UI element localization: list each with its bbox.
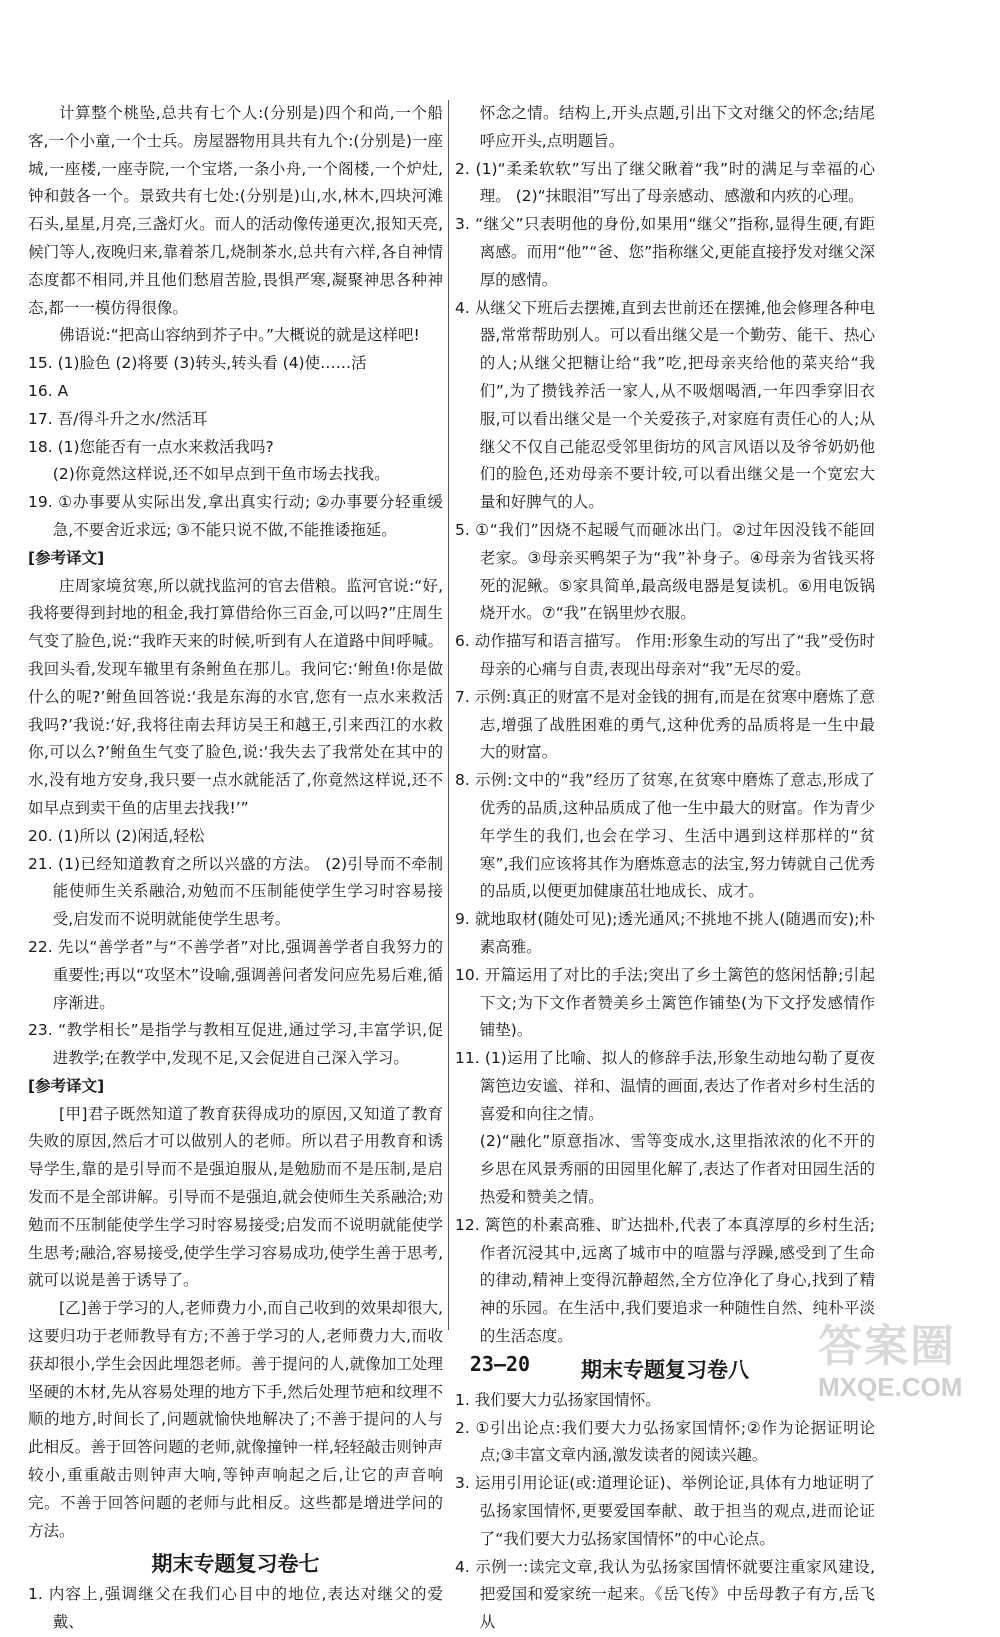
answer-item: 3. “继父”只表明他的身份,如果用“继父”指称,显得生硬,有距离感。而用“他”“爸、您”指称继父,更能直接抒发对继父深厚的感情。 [455, 215, 875, 289]
reference-translation-text: [甲]君子既然知道了教育获得成功的原因,又知道了教育失败的原因,然后才可以做别人的老师。所以君子用教育和诱导学生,靠的是引导而不是强迫服从,是勉励而不是压制,是启发而不是全部讲解。引导而不是强迫,就会使师生关系融洽;劝勉而不压制能使学生学习时容易接受;启发而不说明就能使学生思考;融洽,容易接受,使学生学习容易成功,使学生善于思考,就可以说是善于诱导了。 [28, 1104, 443, 1290]
answer-item: 1. 我们要大力弘扬家国情怀。 [455, 1390, 661, 1409]
answer-item: 4. 示例一:读完文章,我认为弘扬家国情怀就要注重家风建设,把爱国和爱家统一起来。《岳飞传》中岳母教子有方,岳飞从 [455, 1557, 875, 1632]
section-title: 期末专题复习卷八 [581, 1357, 749, 1382]
answer-continuation: 怀念之情。结构上,开头点题,引出下文对继父的怀念;结尾呼应开头,点明题旨。 [479, 104, 875, 150]
answer-item: 21. (1)已经知道教育之所以兴盛的方法。 (2)引导而不牵制能使师生关系融洽,劝勉而不压制能使学生学习时容易接受,启发而不说明就能使学生思考。 [28, 854, 443, 929]
reference-translation-heading: [参考译文] [28, 1076, 105, 1095]
answer-item: 6. 动作描写和语言描写。 作用:形象生动的写出了“我”受伤时母亲的心痛与自责,表现出母亲对“我”无尽的爱。 [455, 632, 875, 678]
answer-item: 2. (1)“柔柔软软”写出了继父瞅着“我”时的满足与幸福的心理。 (2)“抹眼泪”写出了母亲感动、感激和内疚的心理。 [455, 159, 875, 206]
answer-item: 7. 示例:真正的财富不是对金钱的拥有,而是在贫寒中磨炼了意志,增强了战胜困难的勇气,这种优秀的品质将是一生中最大的财富。 [455, 687, 875, 762]
page-number: 23—20 [469, 1352, 531, 1376]
answer-subitem: (2)你竟然这样说,还不如早点到干鱼市场去找我。 [52, 465, 390, 484]
answer-item: 15. (1)脸色 (2)将要 (3)转头,转头看 (4)使……活 [28, 354, 367, 373]
answer-item: 22. 先以“善学者”与“不善学者”对比,强调善学者自我努力的重要性;再以“攻坚木”设喻,强调善问者发问应先易后难,循序渐进。 [28, 937, 443, 1012]
answer-subitem: (2)“融化”原意指冰、雪等变成水,这里指浓浓的化不开的乡思在风景秀丽的田园里化解了,表达了作者对田园生活的热爱和赞美之情。 [479, 1132, 875, 1207]
answer-item: 12. 篱笆的朴素高雅、旷达拙朴,代表了本真淳厚的乡村生活;作者沉浸其中,远离了城市中的喧嚣与浮躁,感受到了生命的律动,精神上变得沉静超然,全方位净化了身心,找到了精神的乐园。在生活中,我们要追求一种随性自然、纯朴平淡的生活态度。 [455, 1215, 875, 1346]
answer-item: 23. “教学相长”是指学与教相互促进,通过学习,丰富学识,促进教学;在教学中,发现不足,又会促进自己深入学习。 [28, 1021, 443, 1068]
answer-item: 18. (1)您能否有一点水来救活我吗? [28, 437, 274, 456]
right-column [455, 100, 875, 1637]
column-divider [448, 100, 449, 1330]
reference-translation-text: [乙]善于学习的人,老师费力小,而自己收到的效果却很大,这要归功于老师教导有方;不善于学习的人,老师费力大,而收获却很小,学生会因此埋怨老师。善于提问的人,就像加工处理坚硬的木材,先从容易处理的地方下手,然后处理节疤和纹理不顺的地方,时间长了,问题就愉快地解决了;不善于提问的人与此相反。善于回答问题的老师,就像撞钟一样,轻轻敲击则钟声较小,重重敲击则钟声大响,等钟声响起之后,让它的声音响完。不善于回答问题的老师与此相反。这些都是增进学问的方法。 [28, 1299, 443, 1540]
answer-item: 17. 吾/得斗升之水/然活耳 [28, 409, 208, 428]
answer-item: 16. A [28, 381, 69, 400]
answer-item: 10. 开篇运用了对比的手法;突出了乡土篱笆的悠闲恬静;引起下文;为下文作者赞美乡土篱笆作铺垫(为下文抒发感情作铺垫)。 [455, 965, 875, 1040]
left-column [28, 100, 443, 1637]
answer-item: 4. 从继父下班后去摆摊,直到去世前还在摆摊,他会修理各种电器,常常帮助别人。可以看出继父是一个勤劳、能干、热心的人;从继父把糖让给“我”吃,把母亲夹给他的菜夹给“我们”,为了攒钱养活一家人,从不吸烟喝酒,一年四季穿旧衣服,可以看出继父是一个关爱孩子,对家庭有责任心的人;从继父不仅自己能忍受邻里街坊的风言风语以及爷爷奶奶他们的脸色,还劝母亲不要计较,可以看出继父是一个宽宏大量和好脾气的人。 [455, 298, 875, 512]
answer-item: 2. ①引出论点:我们要大力弘扬家国情怀;②作为论据证明论点;③丰富文章内涵,激发读者的阅读兴趣。 [455, 1418, 875, 1465]
watermark-logo [818, 1322, 983, 1407]
section-title: 期末专题复习卷七 [151, 1552, 320, 1577]
translation-paragraph: 计算整个桃坠,总共有七个人:(分别是)四个和尚,一个船客,一个小童,一个士兵。房屋器物用具共有九个:(分别是)一座城,一座楼,一座寺院,一个宝塔,一条小舟,一个阁楼,一个炉灶,钟和鼓各一个。景致共有七处:(分别是)山,水,林木,四块河滩石头,星星,月亮,三盏灯火。而人的活动像传递更次,报知天亮,候门等人,夜晚归来,靠着茶几,烧制茶水,总共有六样,各自神情态度都不相同,并且他们愁眉苦脸,畏惧严寒,凝聚神思各种神态,都一一模仿得很像。 [28, 104, 443, 317]
answer-item: 8. 示例:文中的“我”经历了贫寒,在贫寒中磨炼了意志,形成了优秀的品质,这种品质成了他一生中最大的财富。作为青少年学生的我们,也会在学习、生活中遇到这样那样的“贫寒”,我们应该将其作为磨炼意志的法宝,努力铸就自己优秀的品质,以便更加健康茁壮地成长、成才。 [455, 771, 875, 901]
reference-translation-text: 庄周家境贫寒,所以就找监河的官去借粮。监河官说:“好,我将要得到封地的租金,我打算借给你三百金,可以吗?”庄周生气变了脸色,说:“我昨天来的时候,听到有人在道路中间呼喊。我回头看,发现车辙里有条鲋鱼在那儿。我问它:‘鲋鱼!你是做什么的呢?’鲋鱼回答说:‘我是东海的水官,您有一点水来救活我吗?’我说:‘好,我将往南去拜访吴王和越王,引来西江的水救你,可以么?’鲋鱼生气变了脸色,说:‘我失去了我常处在其中的水,没有地方安身,我只要一点水就能活了,你竟然这样说,还不如早点到卖干鱼的店里去找我!’” [28, 576, 443, 817]
translation-paragraph: 佛语说:“把高山容纳到芥子中。”大概说的就是这样吧! [59, 326, 420, 345]
answer-item: 20. (1)所以 (2)闲适,轻松 [28, 826, 205, 845]
answer-item: 11. (1)运用了比喻、拟人的修辞手法,形象生动地勾勒了夏夜篱笆边安谧、祥和、温情的画面,表达了作者对乡村生活的喜爱和向往之情。 [455, 1049, 875, 1123]
answer-item: 1. 内容上,强调继父在我们心目中的地位,表达对继父的爱戴、 [28, 1585, 443, 1632]
answer-item: 3. 运用引用论证(或:道理论证)、举例论证,具体有力地证明了弘扬家国情怀,更要爱国奉献、敢于担当的观点,进而论证了“我们要大力弘扬家国情怀”的中心论点。 [455, 1474, 875, 1548]
answer-item: 5. ①“我们”因烧不起暖气而砸冰出门。②过年因没钱不能回老家。③母亲买鸭架子为“我”补身子。④母亲为省钱买将死的泥鳅。⑤家具简单,最高级电器是复读机。⑥用电饭锅烧开水。⑦“我”在锅里炒衣服。 [455, 520, 875, 623]
watermark-url: MXQE.COM [818, 1372, 963, 1402]
answer-item: 19. ①办事要从实际出发,拿出真实行动; ②办事要分轻重缓急,不要舍近求远; ③不能只说不做,不能推诿拖延。 [28, 493, 443, 539]
answer-item: 9. 就地取材(随处可见);透光通风;不挑地不挑人(随遇而安);朴素高雅。 [455, 910, 875, 956]
watermark-text: 答案圈 [818, 1321, 956, 1372]
reference-translation-heading: [参考译文] [28, 548, 105, 567]
